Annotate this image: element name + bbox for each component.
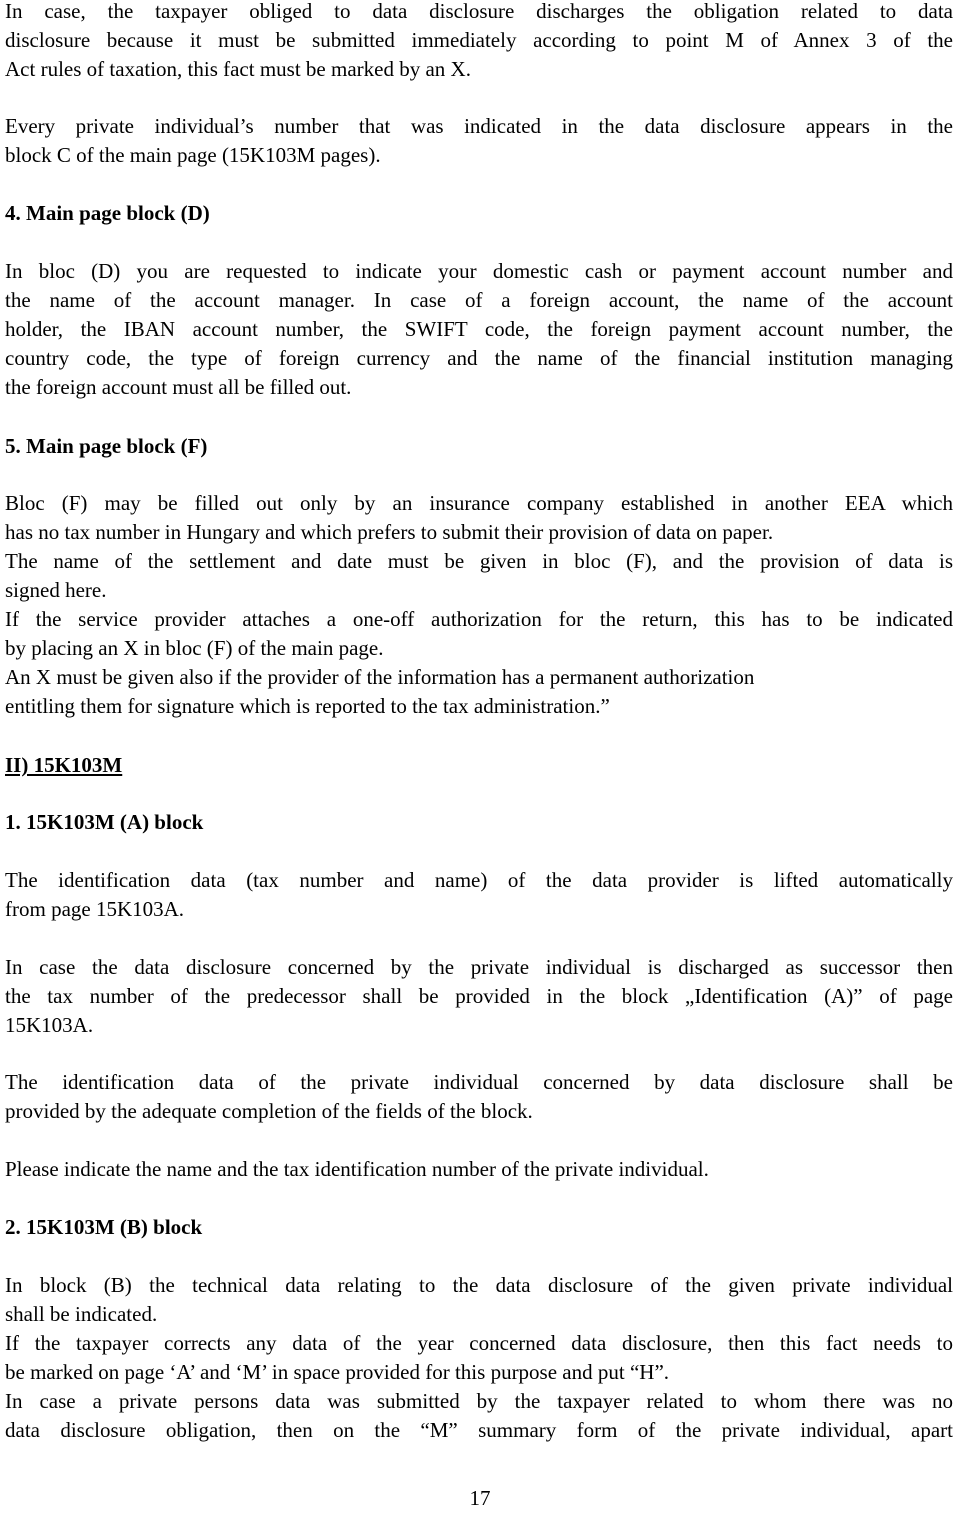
body-text-line: Every private individual’s number that was indicated in the data disclosure appears in the <box>5 114 953 138</box>
body-text-line: Please indicate the name and the tax identification number of the private individual. <box>5 1157 709 1181</box>
body-text-line: by placing an X in bloc (F) of the main page. <box>5 636 384 660</box>
chapter-title: II) 15K103M <box>5 753 123 777</box>
body-text-line: entitling them for signature which is reported to the tax administration.” <box>5 694 610 718</box>
body-text-line: In block (B) the technical data relating to the data disclosure of the given private individual <box>5 1273 953 1297</box>
body-text-line: 15K103A. <box>5 1013 94 1037</box>
body-text-line: If the taxpayer corrects any data of the year concerned data disclosure, then this fact needs to <box>5 1331 953 1355</box>
body-text-line: In case, the taxpayer obliged to data disclosure discharges the obligation related to data <box>5 0 953 23</box>
body-text-line: has no tax number in Hungary and which prefers to submit their provision of data on paper. <box>5 520 774 544</box>
body-text-line: The name of the settlement and date must be given in bloc (F), and the provision of data is <box>5 549 953 573</box>
body-text-line: An X must be given also if the provider of the information has a permanent authorization <box>5 665 755 689</box>
body-text-line: the tax number of the predecessor shall be provided in the block „Identification (A)” of page <box>5 984 953 1008</box>
body-text-line: The identification data of the private individual concerned by data disclosure shall be <box>5 1070 953 1094</box>
body-text-line: Bloc (F) may be filled out only by an insurance company established in another EEA which <box>5 491 953 515</box>
section-heading: 5. Main page block (F) <box>5 434 208 458</box>
body-text-line: the name of the account manager. In case of a foreign account, the name of the account <box>5 288 953 312</box>
body-text-line: The identification data (tax number and name) of the data provider is lifted automatically <box>5 868 953 892</box>
body-text-line: from page 15K103A. <box>5 897 185 921</box>
body-text-line: In bloc (D) you are requested to indicate your domestic cash or payment account number and <box>5 259 953 283</box>
body-text-line: provided by the adequate completion of the fields of the block. <box>5 1099 533 1123</box>
page-number: 17 <box>469 1486 491 1510</box>
section-heading: 2. 15K103M (B) block <box>5 1215 203 1239</box>
body-text-line: the foreign account must all be filled out. <box>5 375 352 399</box>
body-text-line: disclosure because it must be submitted immediately according to point M of Annex 3 of the <box>5 28 953 52</box>
body-text-line: signed here. <box>5 578 107 602</box>
body-text-line: shall be indicated. <box>5 1302 158 1326</box>
body-text-line: country code, the type of foreign currency and the name of the financial institution managing <box>5 346 953 370</box>
body-text-line: Act rules of taxation, this fact must be marked by an X. <box>5 57 471 81</box>
section-heading: 4. Main page block (D) <box>5 201 210 225</box>
body-text-line: In case the data disclosure concerned by the private individual is discharged as successor then <box>5 955 953 979</box>
body-text-line: In case a private persons data was submitted by the taxpayer related to whom there was no <box>5 1389 953 1413</box>
body-text-line: be marked on page ‘A’ and ‘M’ in space provided for this purpose and put “H”. <box>5 1360 670 1384</box>
body-text-line: block C of the main page (15K103M pages). <box>5 143 381 167</box>
body-text-line: holder, the IBAN account number, the SWIFT code, the foreign payment account number, the <box>5 317 953 341</box>
body-text-line: data disclosure obligation, then on the “M” summary form of the private individual, apart <box>5 1418 953 1442</box>
body-text-line: If the service provider attaches a one-off authorization for the return, this has to be indicated <box>5 607 953 631</box>
section-heading: 1. 15K103M (A) block <box>5 810 204 834</box>
